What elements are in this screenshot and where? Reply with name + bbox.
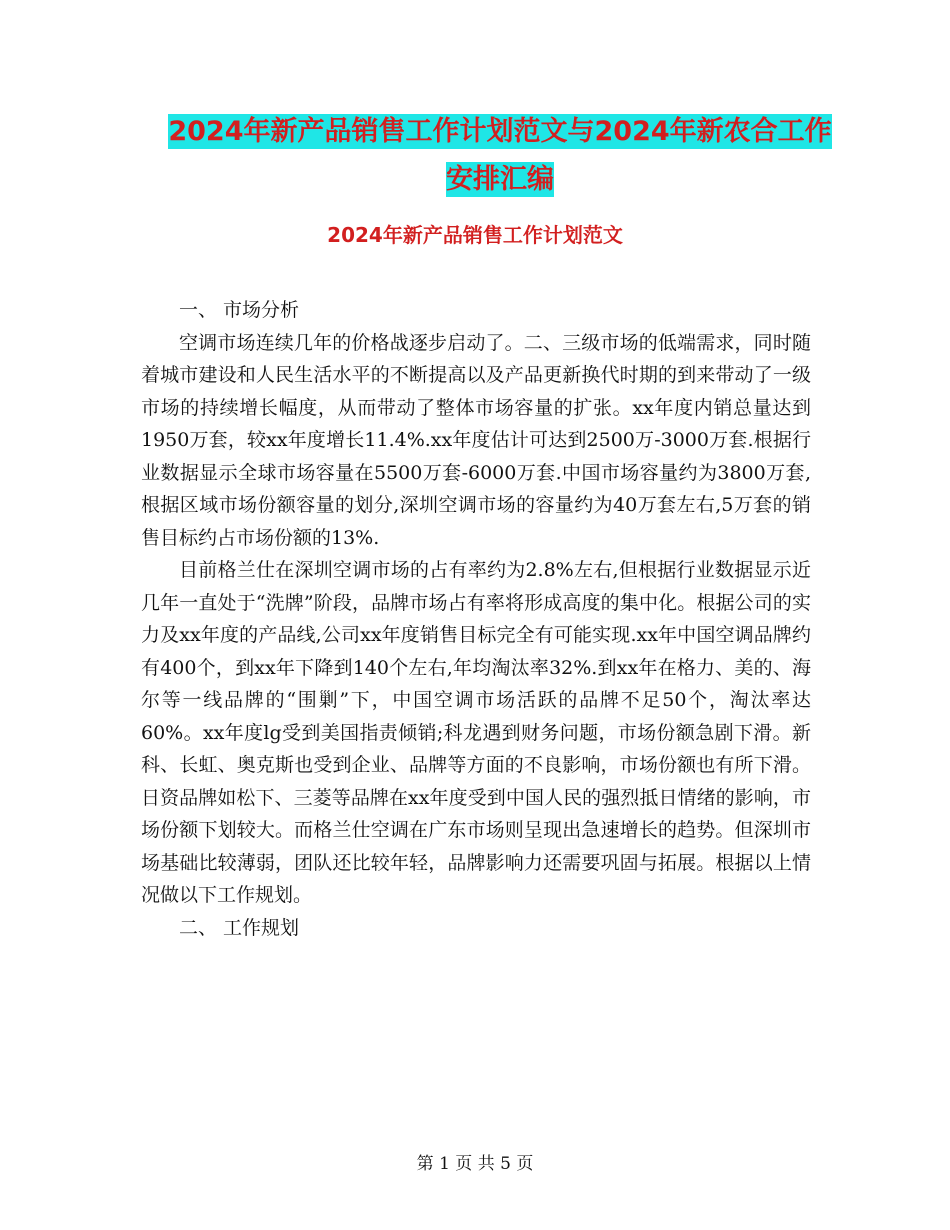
paragraph-1: 空调市场连续几年的价格战逐步启动了。二、三级市场的低端需求，同时随着城市建设和人民生活水平的不断提高以及产品更新换代时期的到来带动了一级市场的持续增长幅度，从而带动了整体市场容量的扩张。xx年度内销总量达到1950万套，较xx年度增长11.4%.xx年度估计可达到2500万-3000万套.根据行业数据显示全球市场容量在5500万套-6000万套.中国市场容量约为3800万套,根据区域市场份额容量的划分,深圳空调市场的容量约为40万套左右,5万套的销售目标约占市场份额的13%.: [141, 331, 811, 549]
page-footer: 第 1 页 共 5 页: [416, 1154, 534, 1174]
document-title: [140, 108, 860, 204]
heading-market-analysis: 一、 市场分析: [179, 299, 300, 321]
section-title: 2024年新产品销售工作计划范文: [327, 223, 623, 247]
title-line-1: 2024年新产品销售工作计划范文与2024年新农合工作: [168, 116, 832, 147]
heading-work-plan: 二、 工作规划: [179, 916, 300, 939]
title-line-2: 安排汇编: [446, 164, 554, 195]
document-body: [141, 294, 811, 944]
paragraph-2: 目前格兰仕在深圳空调市场的占有率约为2.8%左右,但根据行业数据显示近几年一直处于“洗牌”阶段，品牌市场占有率将形成高度的集中化。根据公司的实力及xx年度的产品线,公司xx年度销售目标完全有可能实现.xx年中国空调品牌约有400个，到xx年下降到140个左右,年均淘汰率32%.到xx年在格力、美的、海尔等一线品牌的“围剿”下，中国空调市场活跃的品牌不足50个，淘汰率达60%。xx年度lg受到美国指责倾销;科龙遇到财务问题，市场份额急剧下滑。新科、长虹、奥克斯也受到企业、品牌等方面的不良影响，市场份额也有所下滑。日资品牌如松下、三菱等品牌在xx年度受到中国人民的强烈抵日情绪的影响，市场份额下划较大。而格兰仕空调在广东市场则呈现出急速增长的趋势。但深圳市场基础比较薄弱，团队还比较年轻，品牌影响力还需要巩固与拓展。根据以上情况做以下工作规划。: [141, 559, 811, 906]
